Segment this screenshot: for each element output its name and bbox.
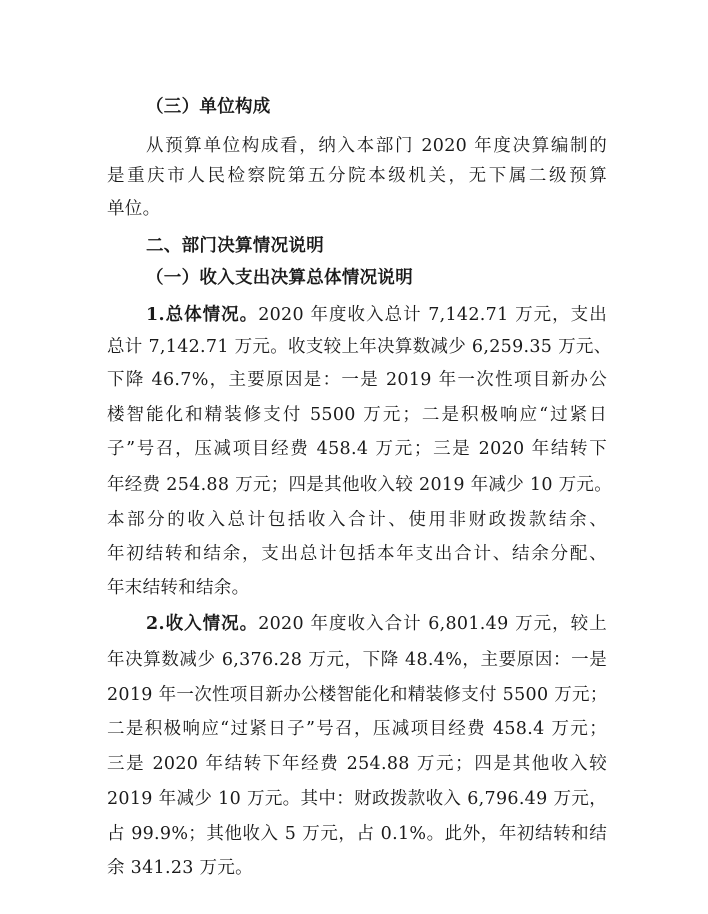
subsection-heading-overall: （一）收入支出决算总体情况说明: [146, 268, 413, 288]
paragraph-line: 是重庆市人民检察院第五分院本级机关，无下属二级预算: [107, 166, 607, 186]
item-text: 2020 年度收入总计 7,142.71 万元，支出: [258, 305, 607, 325]
paragraph-line: 年决算数减少 6,376.28 万元，下降 48.4%，主要原因：一是: [107, 650, 607, 670]
section-heading-final-accounts: 二、部门决算情况说明: [146, 236, 324, 256]
paragraph-line: 楼智能化和精装修支付 5500 万元；二是积极响应“过紧日: [107, 405, 607, 425]
paragraph-line: 三是 2020 年结转下年经费 254.88 万元；四是其他收入较: [107, 754, 607, 774]
paragraph-line: 2019 年一次性项目新办公楼智能化和精装修支付 5500 万元；: [107, 685, 608, 705]
paragraph-line: 单位。: [107, 199, 161, 219]
paragraph-line: [146, 612, 607, 636]
paragraph-line: 本部分的收入总计包括收入合计、使用非财政拨款结余、: [107, 510, 607, 530]
paragraph-line: 余 341.23 万元。: [107, 858, 253, 878]
paragraph-line: 二是积极响应“过紧日子”号召，压减项目经费 458.4 万元；: [107, 719, 607, 739]
paragraph-line: 2019 年减少 10 万元。其中：财政拨款收入 6,796.49 万元，: [107, 789, 607, 809]
paragraph-line: 年初结转和结余，支出总计包括本年支出合计、结余分配、: [107, 544, 607, 564]
section-heading-unit-composition: （三）单位构成: [146, 97, 271, 117]
paragraph-line: 年经费 254.88 万元；四是其他收入较 2019 年减少 10 万元。: [107, 475, 613, 495]
paragraph-line: 总计 7,142.71 万元。收支较上年决算数减少 6,259.35 万元、: [107, 337, 612, 357]
paragraph-line: 从预算单位构成看，纳入本部门 2020 年度决算编制的: [146, 136, 607, 156]
item-lead-overall: 1.总体情况。: [146, 305, 259, 325]
paragraph-line: 年末结转和结余。: [107, 578, 250, 598]
paragraph-line: 下降 46.7%，主要原因是：一是 2019 年一次性项目新办公: [107, 370, 607, 390]
item-text: 2020 年度收入合计 6,801.49 万元，较上: [258, 614, 607, 634]
item-lead-income: 2.收入情况。: [146, 614, 259, 634]
paragraph-line: 子”号召，压减项目经费 458.4 万元；三是 2020 年结转下: [107, 439, 607, 459]
paragraph-line: [146, 303, 607, 327]
paragraph-line: 占 99.9%；其他收入 5 万元，占 0.1%。此外，年初结转和结: [107, 824, 607, 844]
